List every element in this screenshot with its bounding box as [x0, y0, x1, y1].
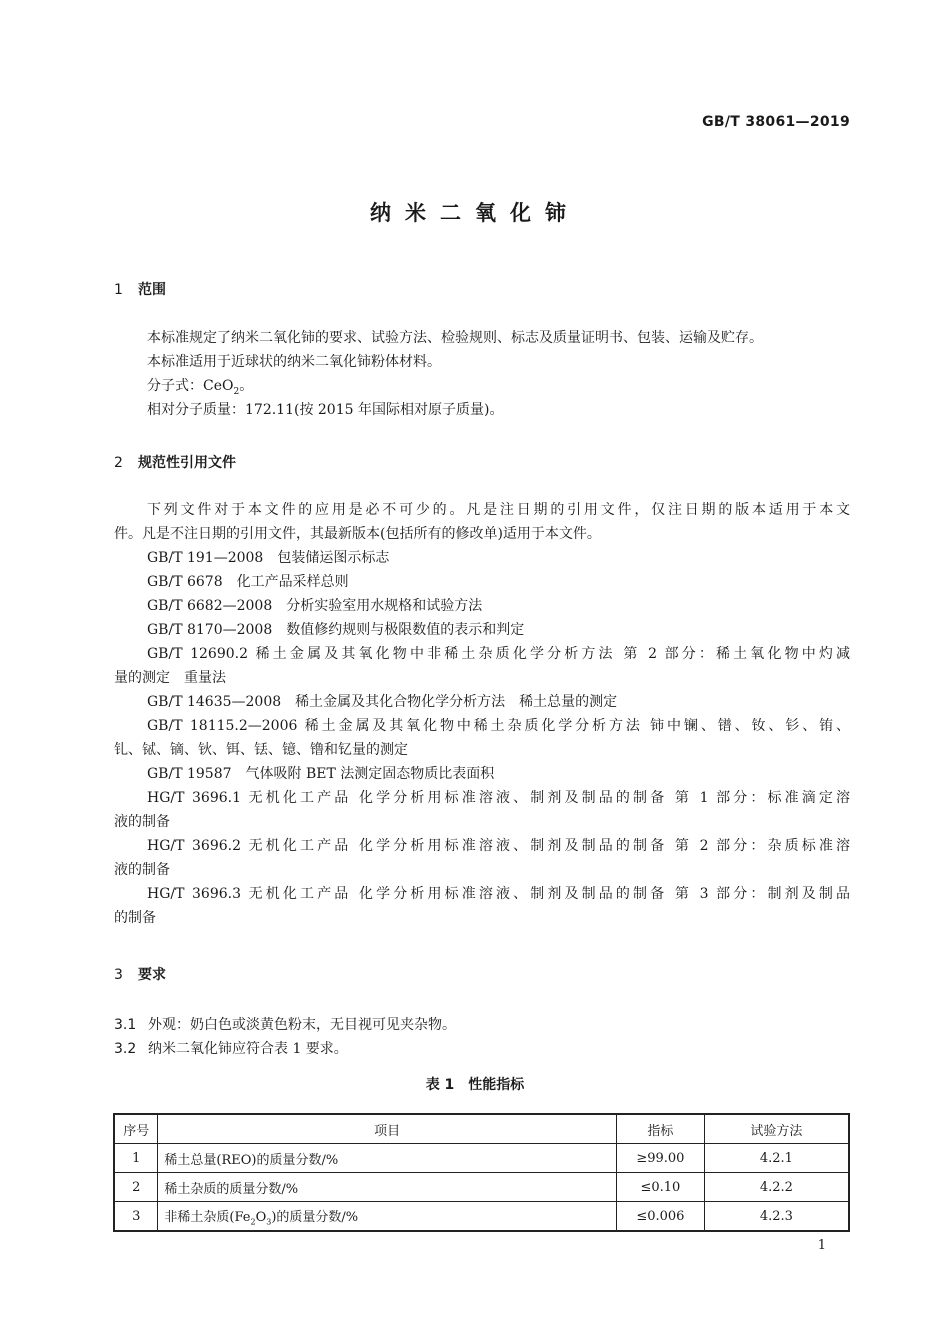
references-intro-line-2: 件。凡是不注日期的引用文件，其最新版本(包括所有的修改单)适用于本文件。	[114, 526, 601, 542]
item-suffix: )的质量分数/%	[271, 1209, 359, 1225]
reference-name: 化工产品采样总则	[236, 574, 349, 590]
requirement-number: 3.2	[114, 1041, 137, 1057]
reference-code: GB/T 6678	[147, 574, 223, 590]
table-row	[114, 1144, 849, 1173]
reference-continuation: 钆、铽、镝、钬、铒、铥、镱、镥和钇量的测定	[114, 742, 408, 758]
reference-item	[114, 594, 850, 618]
reference-item	[114, 834, 850, 858]
table-header-row	[114, 1114, 849, 1144]
section-3-heading	[114, 964, 166, 984]
cell-value: ≥99.00	[616, 1144, 704, 1173]
reference-item	[114, 882, 850, 906]
reference-name: 稀土金属及其化合物化学分析方法	[295, 694, 506, 710]
cell-value: ≤0.10	[616, 1173, 704, 1202]
reference-continuation	[114, 666, 850, 690]
item-mid: O	[255, 1209, 267, 1225]
section-2-body	[114, 498, 850, 930]
reference-item	[114, 570, 850, 594]
formula-prefix: 分子式：CeO	[147, 378, 234, 394]
molecular-mass: 相对分子质量：172.11(按 2015 年国际相对原子质量)。	[147, 402, 504, 418]
reference-part: 稀土总量的测定	[519, 694, 618, 710]
reference-item	[114, 690, 850, 714]
reference-name-2: 化学分析用标准溶液、制剂及制品的制备	[358, 838, 668, 854]
references-intro-line-1: 下列文件对于本文件的应用是必不可少的。凡是注日期的引用文件，仅注日期的版本适用于本文	[147, 502, 850, 518]
reference-part: 第 1 部分：标准滴定溶	[674, 790, 851, 806]
reference-part: 铈中镧、镨、钕、钐、铕、	[650, 718, 851, 734]
header-item: 项目	[158, 1114, 617, 1144]
section-1-title: 范围	[138, 282, 166, 298]
cell-no: 1	[114, 1144, 158, 1173]
reference-cont-b: 重量法	[184, 670, 226, 686]
header-no: 序号	[114, 1114, 158, 1144]
reference-continuation: 液的制备	[114, 814, 170, 830]
reference-name: 气体吸附 BET 法测定固态物质比表面积	[245, 766, 495, 782]
cell-no: 2	[114, 1173, 158, 1202]
reference-name: 稀土金属及其氧化物中稀土杂质化学分析方法	[304, 718, 643, 734]
reference-name: 包装储运图示标志	[277, 550, 390, 566]
requirement-item	[114, 1014, 456, 1034]
cell-item	[158, 1202, 617, 1232]
reference-name: 分析实验室用水规格和试验方法	[286, 598, 483, 614]
section-3-title: 要求	[138, 967, 166, 983]
section-1-heading	[114, 279, 166, 299]
table-row	[114, 1202, 849, 1232]
reference-name: 无机化工产品	[248, 790, 352, 806]
formula-suffix: 。	[239, 378, 254, 394]
item-sub-1: 2	[250, 1217, 256, 1227]
cell-method: 4.2.3	[704, 1202, 849, 1232]
section-2-title: 规范性引用文件	[138, 455, 236, 471]
requirement-number: 3.1	[114, 1017, 137, 1033]
applicability-paragraph: 本标准适用于近球状的纳米二氧化铈粉体材料。	[147, 354, 441, 370]
cell-method: 4.2.1	[704, 1144, 849, 1173]
section-3-number: 3	[114, 967, 123, 983]
reference-continuation: 的制备	[114, 910, 156, 926]
reference-code: GB/T 6682—2008	[147, 598, 273, 614]
requirement-text: 纳米二氧化铈应符合表 1 要求。	[148, 1041, 348, 1057]
page-number: 1	[817, 1238, 826, 1253]
reference-name: 稀土金属及其氧化物中非稀土杂质化学分析方法	[255, 646, 616, 662]
reference-code: GB/T 14635—2008	[147, 694, 282, 710]
table-title: 表 1 性能指标	[425, 1077, 525, 1093]
reference-code: GB/T 8170—2008	[147, 622, 273, 638]
cell-value: ≤0.006	[616, 1202, 704, 1232]
performance-table	[113, 1113, 850, 1232]
reference-part: 第 3 部分：制剂及制品	[674, 886, 851, 902]
molecular-formula	[114, 374, 850, 398]
cell-item: 稀土总量(REO)的质量分数/%	[158, 1144, 617, 1173]
reference-item	[114, 546, 850, 570]
section-1-number: 1	[114, 282, 123, 298]
document-title: 纳米二氧化铈	[370, 201, 580, 225]
reference-name: 数值修约规则与极限数值的表示和判定	[286, 622, 525, 638]
reference-code: HG/T 3696.1	[147, 790, 242, 806]
cell-no: 3	[114, 1202, 158, 1232]
reference-part: 第 2 部分：稀土氧化物中灼减	[623, 646, 851, 662]
section-2-number: 2	[114, 455, 123, 471]
reference-item	[114, 714, 850, 738]
reference-item	[114, 762, 850, 786]
scope-paragraph: 本标准规定了纳米二氧化铈的要求、试验方法、检验规则、标志及质量证明书、包装、运输及贮存。	[147, 330, 763, 346]
cell-item: 稀土杂质的质量分数/%	[158, 1173, 617, 1202]
item-sub-2: 3	[266, 1217, 272, 1227]
reference-name: 无机化工产品	[248, 838, 352, 854]
reference-code: GB/T 19587	[147, 766, 232, 782]
reference-code: GB/T 18115.2—2006	[147, 718, 298, 734]
table-row	[114, 1173, 849, 1202]
cell-method: 4.2.2	[704, 1173, 849, 1202]
reference-name-2: 化学分析用标准溶液、制剂及制品的制备	[358, 790, 668, 806]
requirement-text: 外观：奶白色或淡黄色粉末，无目视可见夹杂物。	[148, 1017, 456, 1033]
reference-item	[114, 642, 850, 666]
reference-cont-a: 量的测定	[114, 670, 170, 686]
header-value: 指标	[616, 1114, 704, 1144]
item-prefix: 非稀土杂质(Fe	[164, 1209, 251, 1225]
reference-code: HG/T 3696.3	[147, 886, 242, 902]
reference-code: GB/T 12690.2	[147, 646, 249, 662]
reference-part: 第 2 部分：杂质标准溶	[674, 838, 851, 854]
reference-continuation: 液的制备	[114, 862, 170, 878]
standard-number: GB/T 38061—2019	[702, 114, 850, 130]
requirement-item	[114, 1038, 348, 1058]
reference-code: GB/T 191—2008	[147, 550, 264, 566]
reference-item	[114, 618, 850, 642]
reference-name-2: 化学分析用标准溶液、制剂及制品的制备	[358, 886, 668, 902]
header-method: 试验方法	[704, 1114, 849, 1144]
formula-subscript: 2	[233, 386, 240, 397]
reference-code: HG/T 3696.2	[147, 838, 242, 854]
reference-item	[114, 786, 850, 810]
reference-name: 无机化工产品	[248, 886, 352, 902]
section-1-body	[114, 326, 850, 422]
section-2-heading	[114, 452, 236, 472]
